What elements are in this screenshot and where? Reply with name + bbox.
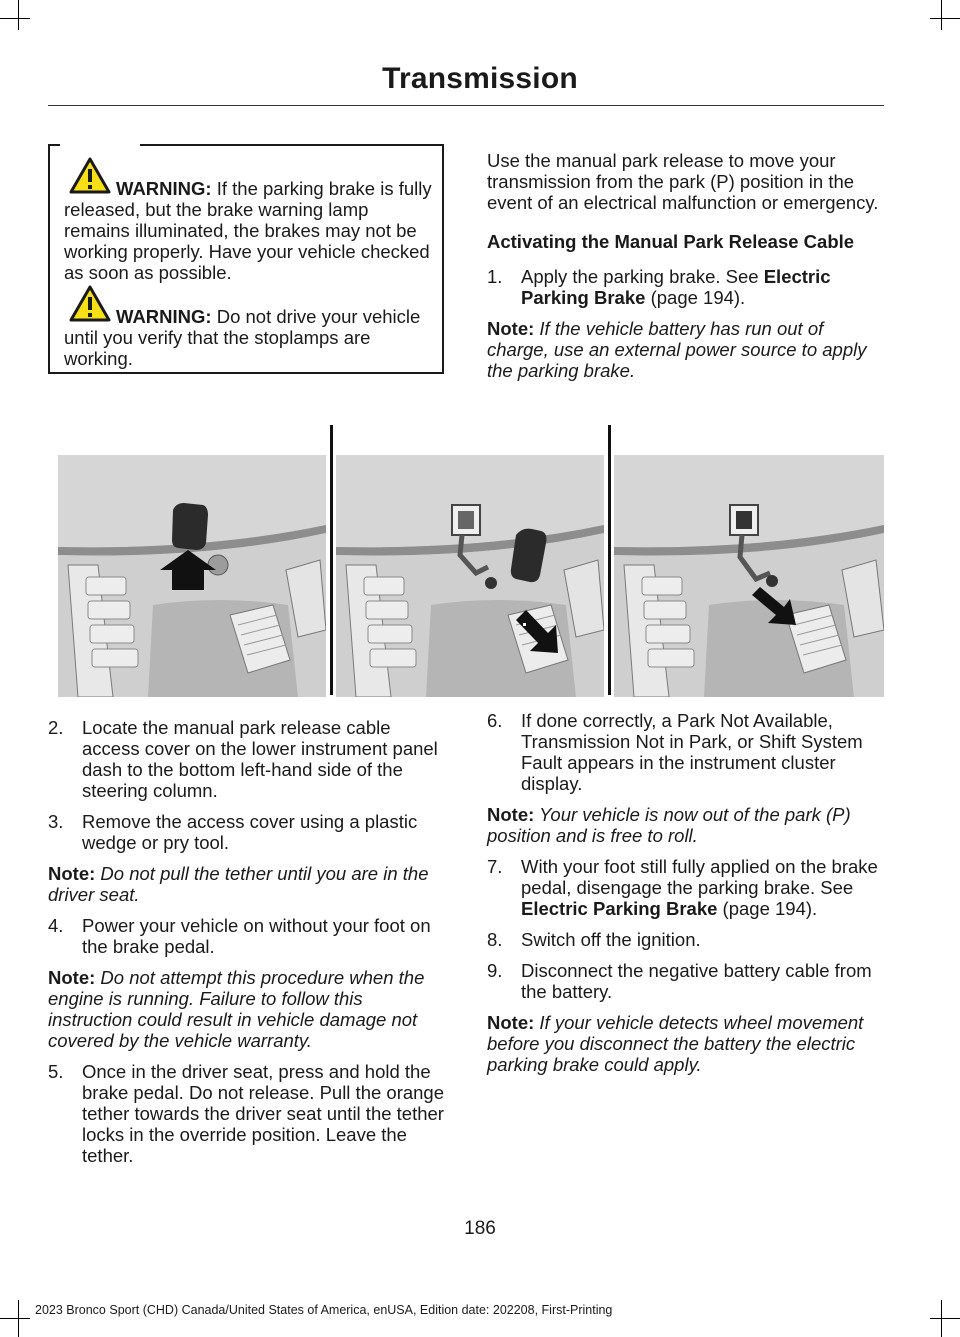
list-item bbox=[487, 929, 885, 950]
step-text: Locate the manual park release cable access cover on the lower instrument panel dash to the bottom left-hand side of the steering column. bbox=[82, 717, 438, 801]
crop-mark bbox=[0, 18, 30, 19]
list-item bbox=[487, 960, 885, 1002]
crop-mark bbox=[930, 1318, 960, 1319]
panel-divider bbox=[608, 425, 611, 695]
warning-block bbox=[64, 306, 436, 369]
warning-label: WARNING: bbox=[116, 178, 212, 199]
note-label: Note: bbox=[487, 804, 535, 825]
lower-left-column bbox=[48, 717, 448, 1166]
warning-text: Do not drive your vehicle until you verify that the stoplamps are working. bbox=[64, 306, 421, 369]
note-label: Note: bbox=[487, 318, 535, 339]
warning-triangle-icon bbox=[68, 284, 112, 324]
list-item bbox=[48, 717, 448, 801]
step-number: 5. bbox=[48, 1061, 64, 1082]
step-number: 7. bbox=[487, 856, 503, 877]
note bbox=[48, 863, 448, 905]
step-number: 9. bbox=[487, 960, 503, 981]
step-number: 8. bbox=[487, 929, 503, 950]
note-text: Do not attempt this procedure when the engine is running. Failure to follow this instruction could result in vehicle damage not covered by the vehicle warranty. bbox=[48, 967, 425, 1051]
note-text: If your vehicle detects wheel movement before you disconnect the battery the electric parking brake could apply. bbox=[487, 1012, 864, 1075]
panel-divider bbox=[330, 425, 333, 695]
step-number: 1. bbox=[487, 266, 503, 287]
box-border bbox=[140, 144, 444, 146]
intro-paragraph: Use the manual park release to move your transmission from the park (P) position in the event of an electrical malfunction or emergency. bbox=[487, 150, 879, 213]
step-text: Disconnect the negative battery cable from the battery. bbox=[521, 960, 872, 1002]
page-title: Transmission bbox=[382, 62, 578, 95]
step-text: Once in the driver seat, press and hold the brake pedal. Do not release. Pull the orange tether towards the driver seat until the tether locks in the override position. Leave the tether. bbox=[82, 1061, 445, 1166]
manual-park-release-figure bbox=[58, 425, 884, 695]
cross-reference-link[interactable]: Electric Parking Brake bbox=[521, 266, 831, 308]
figure-panel-2 bbox=[336, 455, 604, 697]
step-number: 6. bbox=[487, 710, 503, 731]
step-text: If done correctly, a Park Not Available, Transmission Not in Park, or Shift System Fault appears in the instrument cluster display. bbox=[521, 710, 863, 794]
step-text: With your foot still fully applied on the brake pedal, disengage the parking brake. See bbox=[521, 856, 878, 898]
header-divider bbox=[48, 105, 884, 106]
list-item bbox=[48, 915, 448, 957]
step-text: Apply the parking brake. See bbox=[521, 266, 764, 287]
cross-reference-link[interactable]: Electric Parking Brake bbox=[521, 898, 718, 919]
crop-mark bbox=[941, 0, 942, 30]
panel-illustration bbox=[336, 455, 604, 697]
note-label: Note: bbox=[48, 863, 96, 884]
list-item bbox=[487, 856, 885, 919]
crop-mark bbox=[930, 18, 960, 19]
warning-block bbox=[64, 178, 436, 283]
note bbox=[487, 1012, 885, 1075]
right-column-top bbox=[487, 150, 885, 381]
note-text: Do not pull the tether until you are in the driver seat. bbox=[48, 863, 429, 905]
note-label: Note: bbox=[48, 967, 96, 988]
section-heading: Activating the Manual Park Release Cable bbox=[487, 231, 855, 252]
step-number: 2. bbox=[48, 717, 64, 738]
page-number: 186 bbox=[464, 1218, 496, 1239]
warning-box bbox=[48, 144, 444, 374]
note bbox=[487, 318, 885, 381]
list-item bbox=[48, 811, 448, 853]
warning-text: If the parking brake is fully released, but the brake warning lamp remains illuminated, the brakes may not be working properly. Have your vehicle checked as soon as possible. bbox=[64, 178, 432, 283]
step-number: 4. bbox=[48, 915, 64, 936]
figure-panel-3 bbox=[614, 455, 884, 697]
crop-mark bbox=[18, 0, 19, 30]
panel-illustration bbox=[58, 455, 326, 697]
lower-right-column bbox=[487, 710, 885, 1075]
warning-triangle-icon bbox=[68, 156, 112, 196]
page-reference: (page 194). bbox=[645, 287, 746, 308]
list-item bbox=[48, 1061, 448, 1166]
list-item bbox=[487, 266, 885, 308]
step-number: 3. bbox=[48, 811, 64, 832]
figure-panel-1 bbox=[58, 455, 326, 697]
crop-mark bbox=[0, 1318, 30, 1319]
note bbox=[487, 804, 885, 846]
note-text: If the vehicle battery has run out of charge, use an external power source to apply the parking brake. bbox=[487, 318, 867, 381]
list-item bbox=[487, 710, 885, 794]
box-border bbox=[48, 144, 60, 146]
warning-label: WARNING: bbox=[116, 306, 212, 327]
step-text: Power your vehicle on without your foot on the brake pedal. bbox=[82, 915, 431, 957]
note bbox=[48, 967, 448, 1051]
panel-illustration bbox=[614, 455, 884, 697]
note-text: Your vehicle is now out of the park (P) position and is free to roll. bbox=[487, 804, 851, 846]
step-text: Switch off the ignition. bbox=[521, 929, 701, 950]
footer-text: 2023 Bronco Sport (CHD) Canada/United States of America, enUSA, Edition date: 202208, First-Printing bbox=[35, 1303, 613, 1317]
page-reference: (page 194). bbox=[717, 898, 818, 919]
note-label: Note: bbox=[487, 1012, 535, 1033]
step-text: Remove the access cover using a plastic wedge or pry tool. bbox=[82, 811, 418, 853]
